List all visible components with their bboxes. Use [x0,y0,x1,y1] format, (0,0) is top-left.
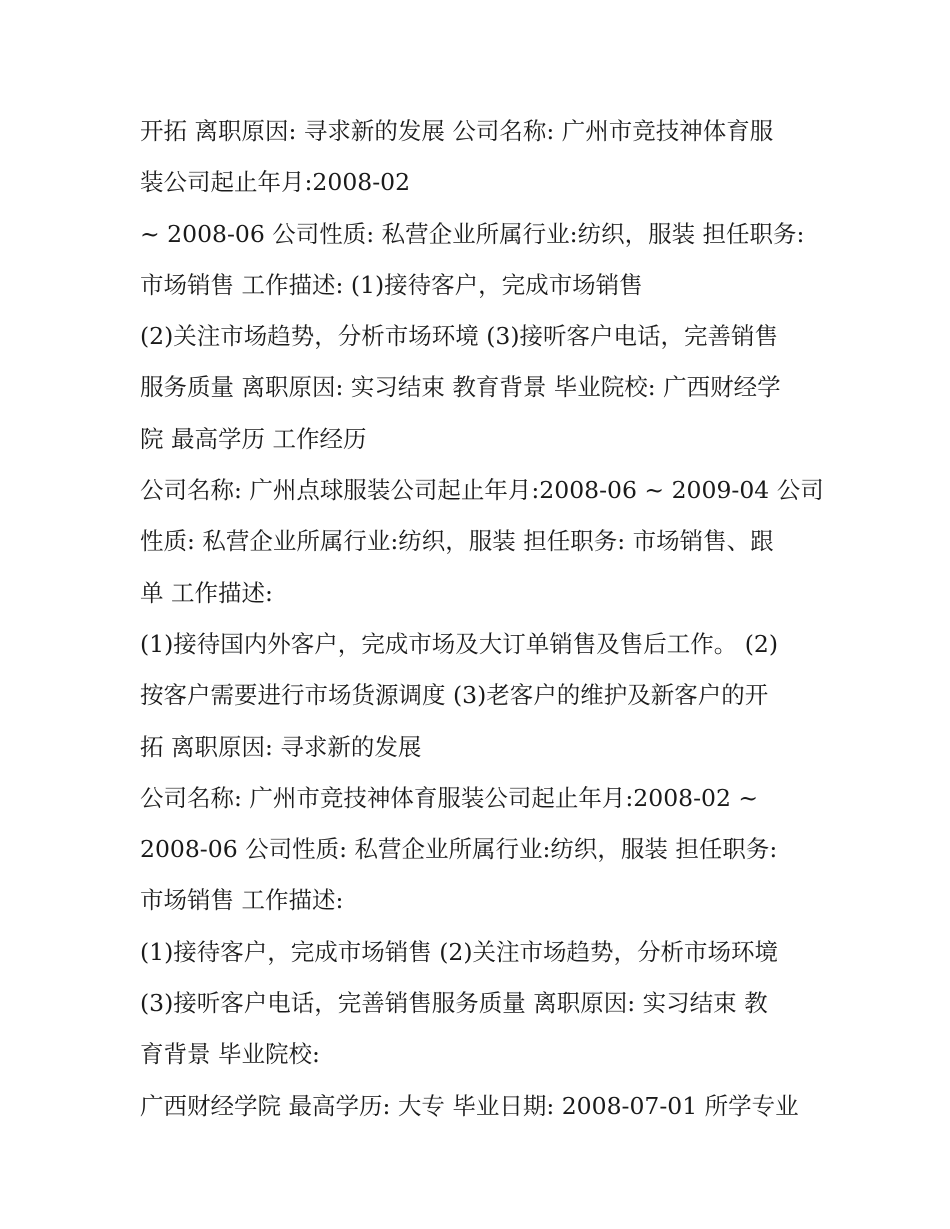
text-line: 2008-06 公司性质: 私营企业所属行业:纺织，服装 担任职务: [140,835,778,864]
text-line: 公司名称: 广州市竞技神体育服装公司起止年月:2008-02 ~ [140,783,759,812]
text-line: 装公司起止年月:2008-02 [140,168,411,197]
text-line: 服务质量 离职原因: 实习结束 教育背景 毕业院校: 广西财经学 [140,373,781,402]
resume-text-block [140,106,824,1132]
text-line: (1)接待客户，完成市场销售 (2)关注市场趋势，分析市场环境 [140,937,779,966]
text-line: 拓 离职原因: 寻求新的发展 [140,732,422,761]
text-line: 广西财经学院 最高学历: 大专 毕业日期: 2008-07-01 所学专业 [140,1091,799,1120]
text-line: 按客户需要进行市场货源调度 (3)老客户的维护及新客户的开 [140,681,769,710]
text-line: 市场销售 工作描述: [140,886,344,915]
text-line: ~ 2008-06 公司性质: 私营企业所属行业:纺织，服装 担任职务: [140,219,805,248]
text-line: 单 工作描述: [140,578,273,607]
text-line: 市场销售 工作描述: (1)接待客户，完成市场销售 [140,270,643,299]
text-line: 育背景 毕业院校: [140,1040,320,1069]
text-line: (2)关注市场趋势，分析市场环境 (3)接听客户电话，完善销售 [140,322,779,351]
text-line: (1)接待国内外客户，完成市场及大订单销售及售后工作。 (2) [140,629,779,658]
text-line: 院 最高学历 工作经历 [140,424,367,453]
text-line: 开拓 离职原因: 寻求新的发展 公司名称: 广州市竞技神体育服 [140,117,774,145]
text-line: 公司名称: 广州点球服装公司起止年月:2008-06 ~ 2009-04 公司 [140,476,824,505]
text-line: (3)接听客户电话，完善销售服务质量 离职原因: 实习结束 教 [140,989,768,1018]
text-line: 性质: 私营企业所属行业:纺织，服装 担任职务: 市场销售、跟 [140,527,774,556]
